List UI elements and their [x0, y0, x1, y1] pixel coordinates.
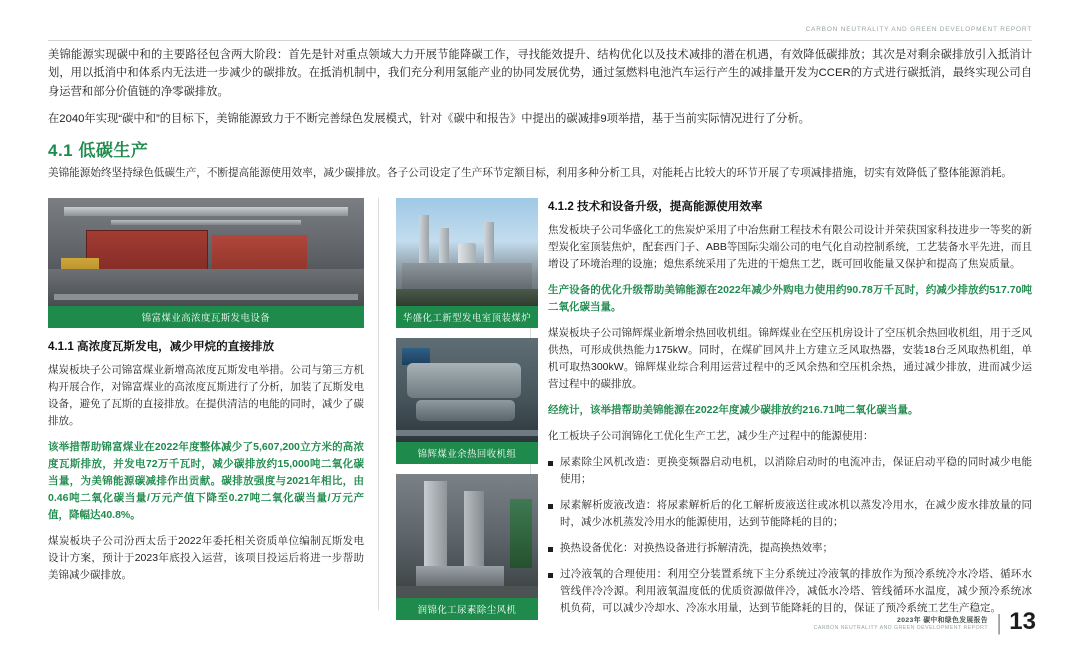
column-divider-1 [378, 198, 379, 610]
left-subheading: 4.1.1 高浓度瓦斯发电，减少甲烷的直接排放 [48, 340, 275, 353]
section-heading: 4.1 低碳生产 [48, 141, 149, 160]
right-highlight-1: 生产设备的优化升级帮助美锦能源在2022年减少外购电力使用约90.78万千瓦时，约减少排放约517.70吨二氧化碳当量。 [548, 284, 1032, 313]
right-column [548, 198, 1032, 626]
list-item: 过冷液氧的合理使用：利用空分装置系统下主分系统过冷液氧的排放作为预冷系统冷水冷塔、循环水管线伴冷冷源。利用液氧温度低的优质资源做伴冷，减低水冷塔、管线循环水温度，减少预冷系统冰机负荷，可以减少冷却水、冷冻水用量，达到节能降耗的目的，保证了预冷系统工艺生产稳定。 [548, 566, 1032, 617]
section-intro: 美锦能源始终坚持绿色低碳生产，不断提高能源使用效率，减少碳排放。各子公司设定了生产环节定额目标，利用多种分析工具，对能耗占比较大的环节开展了专项减排措施，切实有效降低了整体能源消耗。 [48, 167, 1013, 179]
right-subheading: 4.1.2 技术和设备升级，提高能源使用效率 [548, 200, 763, 213]
left-paragraph-3: 煤炭板块子公司汾西太岳于2022年委托相关资质单位编制瓦斯发电设计方案，预计于2023年底投入运营，该项目投运后将进一步帮助美锦减少碳排放。 [48, 535, 364, 581]
footer-label-cn: 2023年 碳中和绿色发展报告 [897, 617, 988, 624]
dust-collector-fan-photo [396, 474, 538, 598]
middle-figure-column [396, 198, 538, 630]
list-item: 尿素除尘风机改造：更换变频器启动电机，以消除启动时的电流冲击，保证启动平稳的同时减少电能使用； [548, 454, 1032, 488]
right-paragraph-3: 化工板块子公司润锦化工优化生产工艺，减少生产过程中的能源使用： [548, 430, 874, 442]
figure-3 [396, 338, 538, 464]
intro-block [48, 46, 1032, 137]
left-paragraph-1: 煤炭板块子公司锦富煤业新增高浓度瓦斯发电举措。公司与第三方机构开展合作，对锦富煤业的高浓度瓦斯进行了分析，加装了瓦斯发电设备，避免了瓦斯的直接排放。在提供清洁的电能的同时，减少了碳排放。 [48, 364, 364, 427]
gas-power-equipment-photo [48, 198, 364, 306]
measures-list [548, 454, 1032, 617]
left-column [48, 198, 364, 593]
figure-1 [48, 198, 364, 328]
right-paragraph-1: 焦发板块子公司华盛化工的焦炭炉采用了中冶焦耐工程技术有限公司设计并荣获国家科技进步一等奖的新型炭化室顶装焦炉，配套西门子、ABB等国际尖端公司的电气化自动控制系统，工艺装备水平先进，而且增设了环境治理的设施；熄焦系统采用了先进的干熄焦工艺，既可回收能量又保护和提高了焦炭质量。 [548, 224, 1032, 270]
running-header: CARBON NEUTRALITY AND GREEN DEVELOPMENT REPORT [805, 26, 1032, 33]
header-divider [48, 40, 1032, 41]
right-paragraph-2: 煤炭板块子公司锦辉煤业新增余热回收机组。锦辉煤业在空压机房设计了空压机余热回收机组，用于乏风供热，可形成供热能力175kW。同时，在煤矿回风井上方建立乏风取热器，安装18台乏风取热机组，单机可取热300kW。锦辉煤业综合利用运营过程中的乏风余热和空压机余热，通过减少排放，进而减少运营过程中的碳排放。 [548, 327, 1032, 390]
figure-1-image [48, 198, 364, 306]
figure-2-image [396, 198, 538, 306]
figure-4-image [396, 474, 538, 598]
list-item: 换热设备优化：对换热设备进行拆解清洗，提高换热效率； [548, 540, 1032, 557]
right-highlight-2: 经统计，该举措帮助美锦能源在2022年度减少碳排放约216.71吨二氧化碳当量。 [548, 404, 919, 416]
figure-1-caption: 锦富煤业高浓度瓦斯发电设备 [48, 306, 364, 328]
figure-2 [396, 198, 538, 328]
footer-separator: | [996, 610, 1002, 635]
footer-label-en: CARBON NEUTRALITY AND GREEN DEVELOPMENT REPORT [813, 625, 988, 632]
page-number: 13 [1009, 608, 1036, 635]
figure-4-caption: 润锦化工尿素除尘风机 [396, 598, 538, 620]
list-item: 尿素解析废液改造：将尿素解析后的化工解析废液送往或冰机以蒸发冷用水，在减少废水排放量的同时，减少冰机蒸发冷用水的能源使用，达到节能降耗的目的； [548, 497, 1032, 531]
figure-2-caption: 华盛化工新型发电室顶装煤炉 [396, 306, 538, 328]
intro-paragraph-2: 在2040年实现“碳中和”的目标下，美锦能源致力于不断完善绿色发展模式，针对《碳中和报告》中提出的碳减排9项举措，基于当前实际情况进行了分析。 [48, 112, 810, 125]
figure-3-image [396, 338, 538, 442]
figure-4 [396, 474, 538, 620]
figure-3-caption: 锦辉煤业余热回收机组 [396, 442, 538, 464]
coke-oven-plant-photo [396, 198, 538, 306]
heat-recovery-unit-photo [396, 338, 538, 442]
intro-paragraph-1: 美锦能源实现碳中和的主要路径包含两大阶段：首先是针对重点领域大力开展节能降碳工作，寻找能效提升、结构优化以及技术减排的潜在机遇，有效降低碳排放；其次是对剩余碳排放引入抵消计划，用以抵消中和体系内无法进一步减少的碳排放。在抵消机制中，我们充分利用氢能产业的协同发展优势，通过氢燃料电池汽车运行产生的减排量开发为CCER的方式进行碳抵消，最终实现公司自身运营和部分价值链的净零碳排放。 [48, 49, 1032, 98]
footer-report-label [814, 616, 988, 632]
left-highlight-paragraph: 该举措帮助锦富煤业在2022年度整体减少了5,607,200立方米的高浓度瓦斯排放，并发电72万千瓦时，减少碳排放约15,000吨二氧化碳当量，为美锦能源碳减排作出贡献。碳排放强度与2021年相比，由0.46吨二氧化碳当量/万元产值下降至0.27吨二氧化碳当量/万元产值，降幅达40.8%。 [48, 441, 364, 521]
